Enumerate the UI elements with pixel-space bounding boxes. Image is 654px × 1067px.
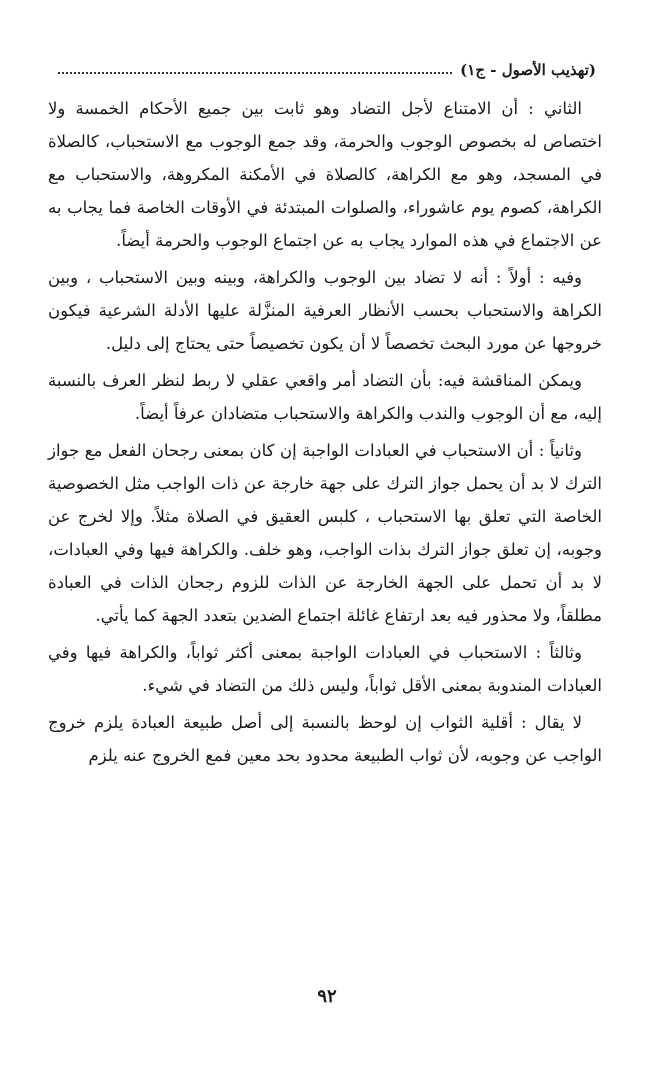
body-text bbox=[48, 92, 602, 772]
paragraph-discussion: ويمكن المناقشة فيه: بأن التضاد أمر واقعي عقلي لا ربط لنظر العرف بالنسبة إليه، مع أن الوجوب والندب والكراهة والاستحباب متضادان عرفاً أيضاً. bbox=[48, 371, 602, 423]
header-dotted-leader bbox=[58, 72, 452, 74]
book-title: (تهذيب الأصول - ج١) bbox=[460, 61, 596, 79]
paragraph-second-argument: الثاني : أن الامتناع لأجل التضاد وهو ثابت بين جميع الأحكام الخمسة ولا اختصاص له بخصوص الوجوب والحرمة، وقد جمع الوجوب مع الاستحباب، كالصلاة في المسجد، وهو مع الكراهة، كالصلاة في الأمكنة المكروهة، والاستحباب مع الكراهة، كصوم يوم عاشوراء، والصلوات المبتدئة في الأوقات الخاصة فما يجاب به عن الاجتماع في هذه الموارد يجاب به عن اجتماع الوجوب والحرمة أيضاً. bbox=[48, 99, 602, 250]
paragraph-objection: لا يقال : أقلية الثواب إن لوحظ بالنسبة إلى أصل طبيعة العبادة يلزم خروج الواجب عن وجوبه، لأن ثواب الطبيعة محدود بحد معين فمع الخروج عنه يلزم bbox=[48, 713, 602, 765]
page-number: ٩٢ bbox=[317, 986, 337, 1007]
paragraph-second-reply: وثانياً : أن الاستحباب في العبادات الواجبة إن كان بمعنى رجحان الفعل مع جواز الترك لا بد أن يحمل جواز الترك على جهة خارجة عن ذات الواجب مثل الخصوصية الخاصة التي تعلق بها الاستحباب ، كلبس العقيق في الصلاة مثلاً. وإلا لخرج عن وجوبه، إن تعلق جواز الترك بذات الواجب، وهو خلف. والكراهة فيها وفي العبادات، لا بد أن تحمل على الجهة الخارجة عن الذات للزوم رجحان الذات في العبادة مطلقاً، ولا محذور فيه بعد ارتفاع غائلة اجتماع الضدين بتعدد الجهة كما يأتي. bbox=[48, 441, 602, 625]
paragraph-third-reply: وثالثاً : الاستحباب في العبادات الواجبة بمعنى أكثر ثواباً، والكراهة فيها وفي العبادات المندوبة بمعنى الأقل ثواباً، وليس ذلك من التضاد في شيء. bbox=[48, 643, 602, 695]
paragraph-first-reply: وفيه : أولاً : أنه لا تضاد بين الوجوب والكراهة، وبينه وبين الاستحباب ، وبين الكراهة والاستحباب بحسب الأنظار العرفية المنزَّلة عليها الأدلة الشرعية فيكون خروجها عن مورد البحث تخصصاً لا أن يكون تخصيصاً حتى يحتاج إلى دليل. bbox=[48, 268, 602, 353]
running-header bbox=[58, 58, 596, 82]
